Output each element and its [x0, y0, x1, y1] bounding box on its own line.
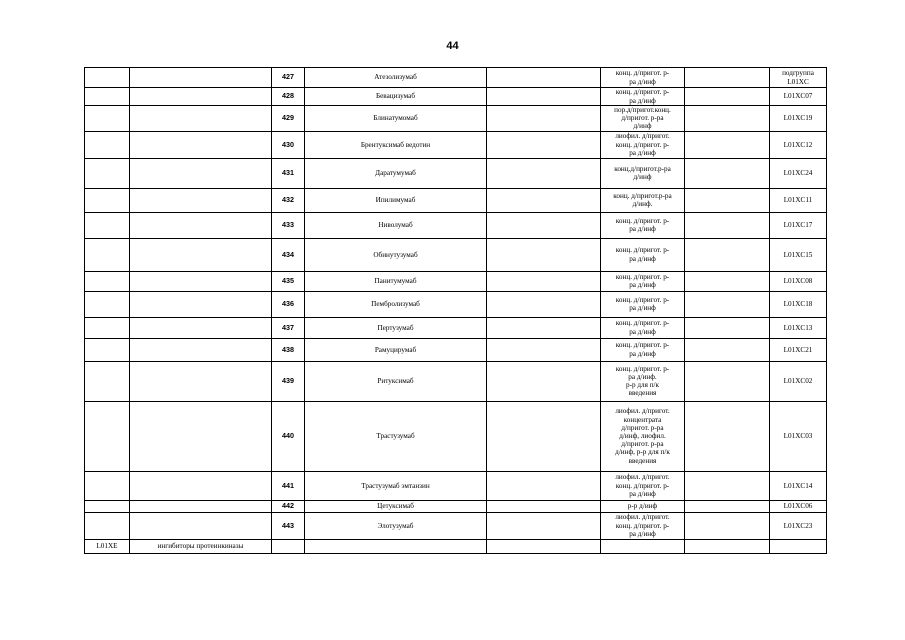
drug-name	[305, 88, 487, 106]
atc-code-text: L01XC13	[783, 323, 813, 332]
empty-cell	[487, 131, 601, 158]
empty-cell	[85, 212, 130, 238]
row-number-text: 441	[282, 480, 294, 490]
table-row	[85, 338, 827, 361]
empty-cell	[130, 188, 272, 212]
drug-name-text: Рамуцирумаб	[374, 345, 417, 354]
atc-code-text: L01XC15	[783, 250, 813, 259]
empty-cell	[685, 471, 770, 500]
empty-cell	[487, 88, 601, 106]
empty-cell	[130, 500, 272, 512]
empty-cell	[130, 212, 272, 238]
drug-name	[305, 188, 487, 212]
row-number-text: 440	[282, 431, 294, 440]
atc-code-text: L01XC06	[783, 502, 813, 510]
empty-cell	[85, 271, 130, 291]
empty-cell	[685, 271, 770, 291]
dosage-form-text: конц. д/пригот. р- ра д/инф	[615, 341, 670, 358]
empty-cell	[85, 188, 130, 212]
empty-cell	[685, 539, 770, 553]
table-row	[85, 291, 827, 317]
drug-name	[305, 317, 487, 338]
empty-cell	[130, 271, 272, 291]
atc-code	[770, 88, 827, 106]
table-row	[85, 361, 827, 401]
empty-cell	[85, 471, 130, 500]
row-number	[272, 106, 305, 132]
dosage-form-text: лиофил. д/пригот. конц. д/пригот. р- ра д/инф	[615, 513, 670, 538]
empty-cell	[685, 212, 770, 238]
atc-code-text: L01XC12	[783, 140, 813, 149]
dosage-form-text: лиофил. д/пригот. конц. д/пригот. р- ра д/инф	[615, 473, 670, 498]
drug-name-text: Элотузумаб	[377, 521, 414, 530]
empty-cell	[85, 238, 130, 271]
empty-cell	[85, 401, 130, 471]
empty-cell	[85, 68, 130, 88]
row-number	[272, 68, 305, 88]
atc-code-text: L01XC14	[783, 481, 813, 490]
empty-cell	[487, 361, 601, 401]
drug-name-text: Ниволумаб	[378, 221, 413, 229]
empty-cell	[130, 471, 272, 500]
atc-code-text: L01XC03	[783, 432, 813, 440]
table-row	[85, 88, 827, 106]
empty-cell	[130, 131, 272, 158]
empty-cell	[487, 158, 601, 188]
dosage-form	[601, 512, 685, 539]
atc-code	[770, 188, 827, 212]
atc-code	[770, 338, 827, 361]
dosage-form	[601, 131, 685, 158]
empty-cell	[685, 317, 770, 338]
table-row	[85, 401, 827, 471]
empty-cell	[487, 291, 601, 317]
group-name: ингибиторы протеинкиназы	[130, 539, 272, 553]
row-number-text: 429	[282, 113, 294, 123]
drug-name	[305, 512, 487, 539]
empty-cell	[685, 361, 770, 401]
empty-cell	[85, 361, 130, 401]
dosage-form	[601, 106, 685, 132]
dosage-form	[601, 291, 685, 317]
table-row	[85, 317, 827, 338]
atc-code-text: L01XC19	[783, 114, 813, 123]
dosage-form	[601, 401, 685, 471]
table-row	[85, 238, 827, 271]
empty-cell	[85, 291, 130, 317]
atc-code-text: L01XC23	[783, 521, 813, 530]
row-number	[272, 291, 305, 317]
row-number	[272, 188, 305, 212]
drug-name-text: Брентуксимаб ведотин	[360, 140, 431, 149]
table-row	[85, 500, 827, 512]
drug-name-text: Блинатумомаб	[373, 114, 418, 123]
row-number	[272, 158, 305, 188]
empty-cell	[487, 68, 601, 88]
empty-cell	[685, 500, 770, 512]
empty-cell	[85, 512, 130, 539]
drug-name	[305, 68, 487, 88]
drug-name	[305, 238, 487, 271]
row-number-text: 443	[282, 520, 294, 530]
empty-cell	[130, 317, 272, 338]
empty-cell	[487, 317, 601, 338]
drug-table	[84, 67, 827, 554]
empty-cell	[685, 338, 770, 361]
row-number-text: 436	[282, 299, 294, 308]
atc-code	[770, 401, 827, 471]
atc-code-text: L01XC24	[783, 169, 813, 177]
empty-cell	[85, 106, 130, 132]
atc-code	[770, 131, 827, 158]
row-number-text: 431	[282, 168, 294, 177]
atc-code	[770, 317, 827, 338]
empty-cell	[685, 512, 770, 539]
dosage-form	[601, 471, 685, 500]
row-number-text: 435	[282, 276, 294, 285]
row-number-text: 442	[282, 501, 294, 510]
dosage-form-text: конц.д/пригот.р-ра д/инф	[614, 164, 671, 182]
row-number-text: 439	[282, 376, 294, 385]
empty-cell	[85, 317, 130, 338]
drug-name-text: Ипилимумаб	[375, 196, 416, 204]
atc-code	[770, 212, 827, 238]
drug-name-text: Бевацизумаб	[375, 92, 416, 101]
dosage-form	[601, 88, 685, 106]
row-number-text: 430	[282, 139, 294, 149]
atc-code	[770, 500, 827, 512]
empty-cell	[685, 88, 770, 106]
empty-cell	[685, 68, 770, 88]
dosage-form	[601, 271, 685, 291]
empty-cell	[130, 401, 272, 471]
empty-cell	[685, 106, 770, 132]
table-row	[85, 68, 827, 88]
row-number	[272, 471, 305, 500]
row-number-text: 433	[282, 220, 294, 229]
row-number	[272, 401, 305, 471]
drug-name	[305, 106, 487, 132]
table-row	[85, 158, 827, 188]
empty-cell	[685, 158, 770, 188]
empty-cell	[130, 291, 272, 317]
dosage-form	[601, 68, 685, 88]
empty-cell	[685, 188, 770, 212]
atc-code-text: L01XC11	[783, 196, 813, 204]
empty-cell	[770, 539, 827, 553]
drug-name	[305, 338, 487, 361]
empty-cell	[130, 68, 272, 88]
empty-cell	[130, 361, 272, 401]
dosage-form	[601, 317, 685, 338]
empty-cell	[85, 88, 130, 106]
drug-name	[305, 361, 487, 401]
empty-cell	[487, 471, 601, 500]
empty-cell	[305, 539, 487, 553]
drug-name	[305, 291, 487, 317]
drug-name-text: Даратумумаб	[375, 169, 416, 177]
dosage-form-text: конц. д/пригот. р- ра д/инф	[615, 319, 670, 336]
dosage-form	[601, 361, 685, 401]
row-number-text: 432	[282, 195, 294, 204]
empty-cell	[487, 512, 601, 539]
empty-cell	[487, 106, 601, 132]
empty-cell	[601, 539, 685, 553]
dosage-form	[601, 188, 685, 212]
empty-cell	[272, 539, 305, 553]
atc-code-text: L01XC21	[783, 345, 813, 354]
dosage-form-text: лиофил. д/пригот. конц. д/пригот. р- ра д/инф	[615, 132, 670, 157]
empty-cell	[85, 500, 130, 512]
empty-cell	[487, 500, 601, 512]
group-row	[85, 539, 827, 553]
row-number-text: 428	[282, 91, 294, 101]
dosage-form-text: конц. д/пригот. р- ра д/инф	[615, 246, 670, 263]
drug-name-text: Обинутузумаб	[373, 250, 418, 259]
dosage-form-text: р-р д/инф	[627, 502, 658, 510]
empty-cell	[130, 88, 272, 106]
drug-name-text: Пертузумаб	[377, 323, 414, 332]
drug-name	[305, 471, 487, 500]
drug-name	[305, 271, 487, 291]
empty-cell	[685, 238, 770, 271]
dosage-form-text: конц. д/пригот. р- ра д/инф	[615, 69, 670, 86]
table-row	[85, 131, 827, 158]
atc-code-text: L01XC07	[783, 92, 813, 101]
empty-cell	[487, 338, 601, 361]
row-number-text: 438	[282, 344, 294, 354]
empty-cell	[685, 291, 770, 317]
empty-cell	[487, 401, 601, 471]
drug-name	[305, 212, 487, 238]
row-number	[272, 317, 305, 338]
row-number	[272, 500, 305, 512]
drug-name-text: Панитумумаб	[374, 277, 417, 285]
row-number-text: 437	[282, 322, 294, 332]
empty-cell	[130, 106, 272, 132]
dosage-form-text: конц. д/пригот.р-ра д/инф.	[613, 191, 672, 209]
table-row	[85, 212, 827, 238]
row-number	[272, 131, 305, 158]
drug-name-text: Трастузумаб эмтанзин	[361, 481, 430, 490]
atc-code-text: подгруппа L01XC	[782, 69, 814, 86]
table-row	[85, 471, 827, 500]
atc-code	[770, 68, 827, 88]
dosage-form-text: конц. д/пригот. р- ра д/инф	[615, 216, 670, 234]
drug-name	[305, 131, 487, 158]
table-row	[85, 106, 827, 132]
atc-code	[770, 361, 827, 401]
row-number	[272, 212, 305, 238]
dosage-form-text: конц. д/пригот. р- ра д/инф	[615, 88, 670, 105]
empty-cell	[487, 188, 601, 212]
empty-cell	[85, 158, 130, 188]
row-number	[272, 238, 305, 271]
row-number	[272, 338, 305, 361]
dosage-form-text: конц. д/пригот. р- ра д/инф. р-р для п/к введения	[615, 364, 670, 398]
dosage-form	[601, 338, 685, 361]
dosage-form	[601, 212, 685, 238]
drug-name-text: Пембролизумаб	[371, 300, 420, 308]
atc-code-text: L01XC02	[783, 377, 813, 385]
row-number	[272, 88, 305, 106]
empty-cell	[487, 212, 601, 238]
row-number	[272, 361, 305, 401]
page-number: 44	[446, 40, 459, 52]
atc-code-text: L01XC18	[783, 300, 813, 308]
atc-code-text: L01XC08	[783, 277, 813, 285]
dosage-form-text: лиофил. д/пригот. концентрата д/пригот. р-ра д/инф, лиофил. д/пригот. р-ра д/инф, р-р для п/к введения	[615, 407, 670, 465]
empty-cell	[487, 271, 601, 291]
table-row	[85, 271, 827, 291]
atc-code	[770, 512, 827, 539]
drug-name-text: Атезолизумаб	[374, 73, 417, 82]
empty-cell	[487, 238, 601, 271]
row-number	[272, 271, 305, 291]
empty-cell	[487, 539, 601, 553]
dosage-form	[601, 500, 685, 512]
atc-code	[770, 106, 827, 132]
empty-cell	[130, 238, 272, 271]
dosage-form	[601, 158, 685, 188]
drug-name	[305, 500, 487, 512]
group-code: L01XE	[85, 539, 130, 553]
empty-cell	[85, 131, 130, 158]
drug-name	[305, 158, 487, 188]
atc-code	[770, 291, 827, 317]
atc-code	[770, 238, 827, 271]
atc-code	[770, 271, 827, 291]
dosage-form	[601, 238, 685, 271]
empty-cell	[130, 338, 272, 361]
atc-code	[770, 158, 827, 188]
drug-name-text: Трастузумаб	[376, 432, 415, 440]
row-number	[272, 512, 305, 539]
dosage-form-text: конц. д/пригот. р- ра д/инф	[615, 272, 670, 290]
row-number-text: 434	[282, 249, 294, 259]
dosage-form-text: конц. д/пригот. р- ра д/инф	[615, 295, 670, 313]
empty-cell	[130, 158, 272, 188]
empty-cell	[685, 131, 770, 158]
empty-cell	[85, 338, 130, 361]
drug-name-text: Ритуксимаб	[377, 377, 414, 385]
table-row	[85, 512, 827, 539]
atc-code-text: L01XC17	[783, 221, 813, 229]
row-number-text: 427	[282, 72, 294, 82]
drug-name	[305, 401, 487, 471]
dosage-form-text: пор.д/пригот.конц. д/пригот. р-ра д/инф	[614, 106, 671, 131]
empty-cell	[130, 512, 272, 539]
empty-cell	[685, 401, 770, 471]
drug-name-text: Цетуксимаб	[377, 502, 414, 510]
table-row	[85, 188, 827, 212]
atc-code	[770, 471, 827, 500]
